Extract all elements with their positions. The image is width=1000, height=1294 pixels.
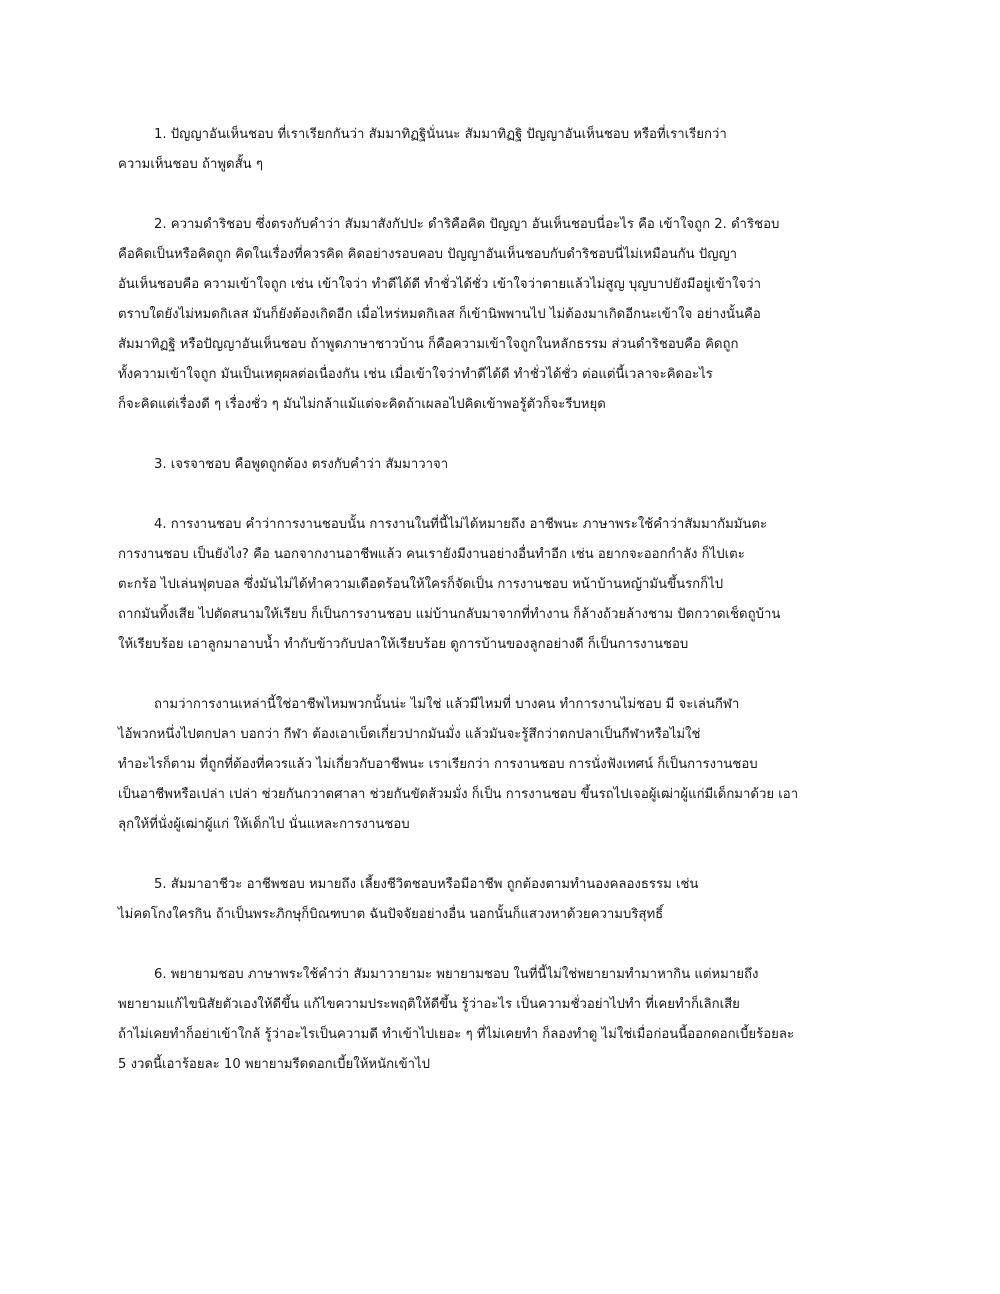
text-line: ถากมันทิ้งเสีย ไปตัดสนามให้เรียบ ก็เป็นการงานชอบ แม่บ้านกลับมาจากที่ทำงาน ก็ล้างถ้วยล้างชาม ปัดกวาดเช็ดถูบ้าน bbox=[118, 607, 781, 622]
document-body bbox=[118, 120, 888, 1110]
text-line: ถ้าไม่เคยทำก็อย่าเข้าใกล้ รู้ว่าอะไรเป็นความดี ทำเข้าไปเยอะ ๆ ที่ไม่เคยทำ ก็ลองทำดู ไม่ใช่เมื่อก่อนนี้ออกดอกเบี้ยร้อยละ bbox=[118, 1027, 795, 1042]
text-line: ตะกร้อ ไปเล่นฟุตบอล ซึ่งมันไม่ได้ทำความเดือดร้อนให้ใครก็จัดเป็น การงานชอบ หน้าบ้านหญ้ามันขึ้นรกก็ไป bbox=[118, 577, 724, 592]
paragraph-right-speech bbox=[118, 450, 888, 480]
text-line: เป็นอาชีพหรือเปล่า เปล่า ช่วยกันกวาดศาลา ช่วยกันขัดส้วมมั่ง ก็เป็น การงานชอบ ขึ้นรถไปเจอผู้เฒ่าผู้แก่มีเด็กมาด้วย เอา bbox=[118, 787, 799, 802]
text-line: 5. สัมมาอาชีวะ อาชีพชอบ หมายถึง เลี้ยงชีวิตชอบหรือมีอาชีพ ถูกต้องตามทำนองคลองธรรม เช่น bbox=[154, 877, 699, 892]
text-line: ลุกให้ที่นั่งผู้เฒ่าผู้แก่ ให้เด็กไป นั่นแหละการงานชอบ bbox=[118, 817, 410, 832]
text-line: ก็จะคิดแต่เรื่องดี ๆ เรื่องชั่ว ๆ มันไม่กล้าแม้แต่จะคิดถ้าเผลอไปคิดเข้าพอรู้ตัวก็จะรีบหยุด bbox=[118, 397, 606, 412]
text-line: ทั้งความเข้าใจถูก มันเป็นเหตุผลต่อเนื่องกัน เช่น เมื่อเข้าใจว่าทำดีได้ดี ทำชั่วได้ชั่ว ต่อแต่นี้เวลาจะคิดอะไร bbox=[118, 367, 713, 382]
text-line: 5 งวดนี้เอาร้อยละ 10 พยายามรีดดอกเบี้ยให้หนักเข้าไป bbox=[118, 1057, 431, 1072]
paragraph-right-view bbox=[118, 120, 888, 180]
text-line: สัมมาทิฏฐิ หรือปัญญาอันเห็นชอบ ถ้าพูดภาษาชาวบ้าน ก็คือความเข้าใจถูกในหลักธรรม ส่วนดำริชอบคือ คิดถูก bbox=[118, 337, 739, 352]
text-line: 3. เจรจาชอบ คือพูดถูกต้อง ตรงกับคำว่า สัมมาวาจา bbox=[154, 457, 449, 472]
text-line: ไอ้พวกหนึ่งไปตกปลา บอกว่า กีฬา ต้องเอาเบ็ดเกี่ยวปากมันมั่ง แล้วมันจะรู้สึกว่าตกปลาเป็นกีฬาหรือไม่ใช่ bbox=[118, 727, 701, 742]
text-line: 1. ปัญญาอันเห็นชอบ ที่เราเรียกกันว่า สัมมาทิฏฐินั่นนะ สัมมาทิฏฐิ ปัญญาอันเห็นชอบ หรือที่เราเรียกว่า bbox=[154, 127, 727, 142]
paragraph-action-question bbox=[118, 690, 888, 840]
paragraph-right-effort bbox=[118, 960, 888, 1080]
text-line: คือคิดเป็นหรือคิดถูก คิดในเรื่องที่ควรคิด คิดอย่างรอบคอบ ปัญญาอันเห็นชอบกับดำริชอบนี่ไม่เหมือนกัน ปัญญา bbox=[118, 247, 738, 262]
text-line: อันเห็นชอบคือ ความเข้าใจถูก เช่น เข้าใจว่า ทำดีได้ดี ทำชั่วได้ชั่ว เข้าใจว่าตายแล้วไม่สูญ บุญบาปยังมีอยู่เข้าใจว่า bbox=[118, 277, 762, 292]
paragraph-right-livelihood bbox=[118, 870, 888, 930]
text-line: 6. พยายามชอบ ภาษาพระใช้คำว่า สัมมาวายามะ พยายามชอบ ในที่นี้ไม่ใช่พยายามทำมาหากิน แต่หมายถึง bbox=[154, 967, 759, 982]
text-line: ความเห็นชอบ ถ้าพูดสั้น ๆ bbox=[118, 157, 263, 172]
text-line: ถามว่าการงานเหล่านี้ใช่อาชีพไหมพวกนั้นน่ะ ไม่ใช่ แล้วมีไหมที่ บางคน ทำการงานไม่ชอบ มี จะเล่นกีฬา bbox=[154, 697, 740, 712]
text-line: พยายามแก้ไขนิสัยตัวเองให้ดีขึ้น แก้ไขความประพฤติให้ดีขึ้น รู้ว่าอะไร เป็นความชั่วอย่าไปทำ ที่เคยทำก็เลิกเสีย bbox=[118, 997, 740, 1012]
text-line: ไม่คดโกงใครกิน ถ้าเป็นพระภิกษุก็บิณฑบาต ฉันปัจจัยอย่างอื่น นอกนั้นก็แสวงหาด้วยความบริสุทธิ์ bbox=[118, 907, 664, 922]
text-line: 4. การงานชอบ คำว่าการงานชอบนั้น การงานในที่นี้ไม่ได้หมายถึง อาชีพนะ ภาษาพระใช้คำว่าสัมมากัมมันตะ bbox=[154, 517, 768, 532]
text-line: ให้เรียบร้อย เอาลูกมาอาบน้ำ ทำกับข้าวกับปลาให้เรียบร้อย ดูการบ้านของลูกอย่างดี ก็เป็นการงานชอบ bbox=[118, 637, 689, 652]
paragraph-right-intention bbox=[118, 210, 888, 420]
paragraph-right-action bbox=[118, 510, 888, 660]
text-line: การงานชอบ เป็นยังไง? คือ นอกจากงานอาชีพแล้ว คนเรายังมีงานอย่างอื่นทำอีก เช่น อยากจะออกกำลัง ก็ไปเตะ bbox=[118, 547, 745, 562]
text-line: 2. ความดำริชอบ ซึ่งตรงกับคำว่า สัมมาสังกัปปะ ดำริคือคิด ปัญญา อันเห็นชอบนี่อะไร คือ เข้าใจถูก 2. ดำริชอบ bbox=[154, 217, 780, 232]
text-line: ตราบใดยังไม่หมดกิเลส มันก็ยังต้องเกิดอีก เมื่อไหร่หมดกิเลส ก็เข้านิพพานไป ไม่ต้องมาเกิดอีกนะเข้าใจ อย่างนั้นคือ bbox=[118, 307, 761, 322]
text-line: ทำอะไรก็ตาม ที่ถูกที่ต้องที่ควรแล้ว ไม่เกี่ยวกับอาชีพนะ เราเรียกว่า การงานชอบ การนั่งฟังเทศน์ ก็เป็นการงานชอบ bbox=[118, 757, 758, 772]
